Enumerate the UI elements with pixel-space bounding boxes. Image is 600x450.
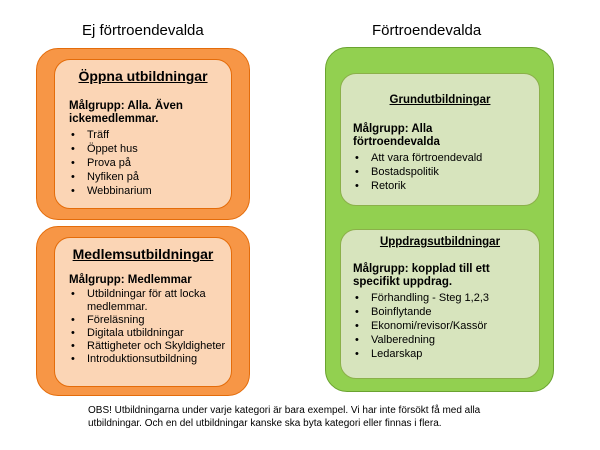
oppna-inner-box (54, 59, 232, 209)
list-item: • Rättigheter och Skyldigheter (69, 340, 227, 353)
medlem-outer-box (36, 226, 250, 396)
oppna-list (69, 128, 152, 198)
list-item: • Ekonomi/revisor/Kassör (353, 319, 489, 333)
oppna-title: Öppna utbildningar (78, 68, 208, 84)
medlem-list (69, 288, 227, 366)
list-item: • Webbinarium (69, 184, 152, 198)
list-item: • Förhandling - Steg 1,2,3 (353, 291, 489, 305)
list-item: • Träff (69, 128, 152, 142)
left-column-title: Ej förtroendevalda (82, 22, 204, 39)
list-item: • Prova på (69, 156, 152, 170)
fortroendevalda-outer-box (325, 47, 554, 392)
medlem-target-group: Målgrupp: Medlemmar (69, 274, 192, 286)
list-item: • Att vara förtroendevald (353, 151, 482, 165)
list-item: • Boinflytande (353, 305, 489, 319)
list-item: • Öppet hus (69, 142, 152, 156)
oppna-target-group: Målgrupp: Alla. Även ickemedlemmar. (69, 100, 183, 125)
note-text: OBS! Utbildningarna under varje kategori är bara exempel. Vi har inte försökt få med alla utbildningar. Och en del utbildningar kanske ska byta kategori eller finnas i flera. (88, 405, 481, 429)
right-column-title: Förtroendevalda (372, 22, 482, 39)
medlem-inner-box (54, 237, 232, 387)
list-item: • Retorik (353, 179, 482, 193)
uppdrag-inner-box (340, 229, 540, 379)
list-item: • Föreläsning (69, 314, 227, 327)
medlem-title: Medlemsutbildningar (72, 246, 214, 262)
grund-title: Grundutbildningar (389, 94, 491, 106)
list-item: • Introduktionsutbildning (69, 353, 227, 366)
list-item: • Ledarskap (353, 347, 489, 361)
uppdrag-list (353, 291, 489, 361)
list-item: • Utbildningar för att locka medlemmar. (69, 288, 227, 314)
grund-target-group: Målgrupp: Alla förtroendevalda (353, 123, 440, 148)
grund-inner-box (340, 73, 540, 206)
list-item: • Nyfiken på (69, 170, 152, 184)
uppdrag-target-group: Målgrupp: kopplad till ett specifikt uppdrag. (353, 263, 490, 288)
list-item: • Digitala utbildningar (69, 327, 227, 340)
uppdrag-title: Uppdragsutbildningar (379, 236, 501, 248)
list-item: • Bostadspolitik (353, 165, 482, 179)
list-item: • Valberedning (353, 333, 489, 347)
grund-list (353, 151, 482, 193)
oppna-outer-box (36, 48, 250, 220)
